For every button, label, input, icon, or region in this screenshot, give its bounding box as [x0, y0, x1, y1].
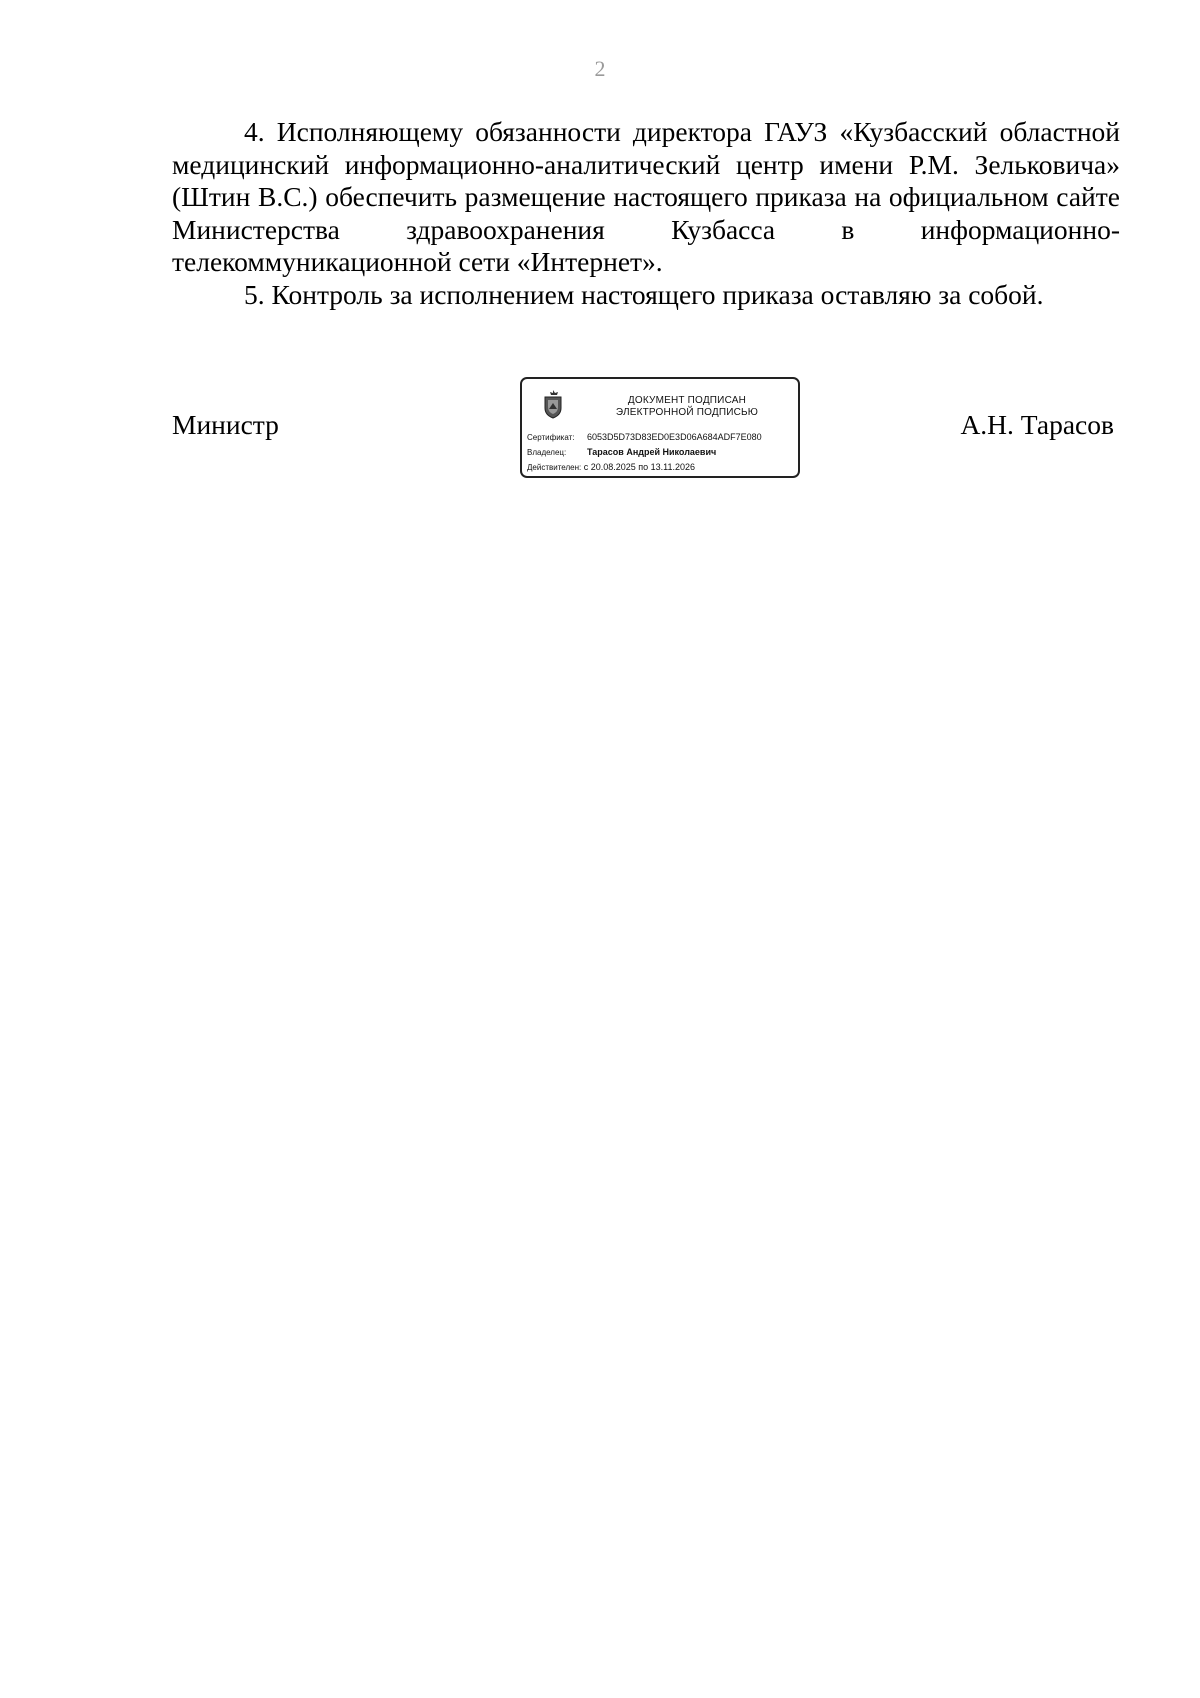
signer-name: А.Н. Тарасов — [960, 409, 1114, 440]
valid-value: с 20.08.2025 по 13.11.2026 — [583, 462, 696, 472]
signer-title: Министр — [172, 409, 279, 440]
stamp-heading-line: ЭЛЕКТРОННОЙ ПОДПИСЬЮ — [615, 407, 759, 418]
order-body — [172, 116, 1120, 311]
certificate-value: 6053D5D73D83ED0E3D06A684ADF7E080 — [587, 432, 762, 442]
stamp-heading — [592, 395, 782, 419]
stamp-owner-row — [527, 447, 716, 458]
owner-label: Владелец: — [527, 448, 567, 457]
paragraph-item-4: 4. Исполняющему обязанности директора ГАУЗ «Кузбасский областной медицинский информационно-аналитический центр имени Р.М. Зельковича» (Штин В.С.) обеспечить размещение настоящего приказа на официальном сайте Министерства здравоохранения Кузбасса в информационно-телекоммуникационной сети «Интернет». — [172, 116, 1120, 277]
coat-of-arms-icon — [542, 389, 564, 419]
electronic-signature-stamp — [520, 377, 800, 478]
valid-label: Действителен: — [527, 463, 582, 472]
stamp-validity-row — [527, 462, 695, 473]
owner-value: Тарасов Андрей Николаевич — [587, 447, 717, 457]
paragraph-item-5: 5. Контроль за исполнением настоящего приказа оставляю за собой. — [244, 278, 1044, 310]
page-number: 2 — [594, 56, 606, 81]
stamp-certificate-row — [527, 432, 762, 443]
certificate-label: Сертификат: — [527, 433, 575, 442]
stamp-heading-line: ДОКУМЕНТ ПОДПИСАН — [627, 395, 747, 406]
